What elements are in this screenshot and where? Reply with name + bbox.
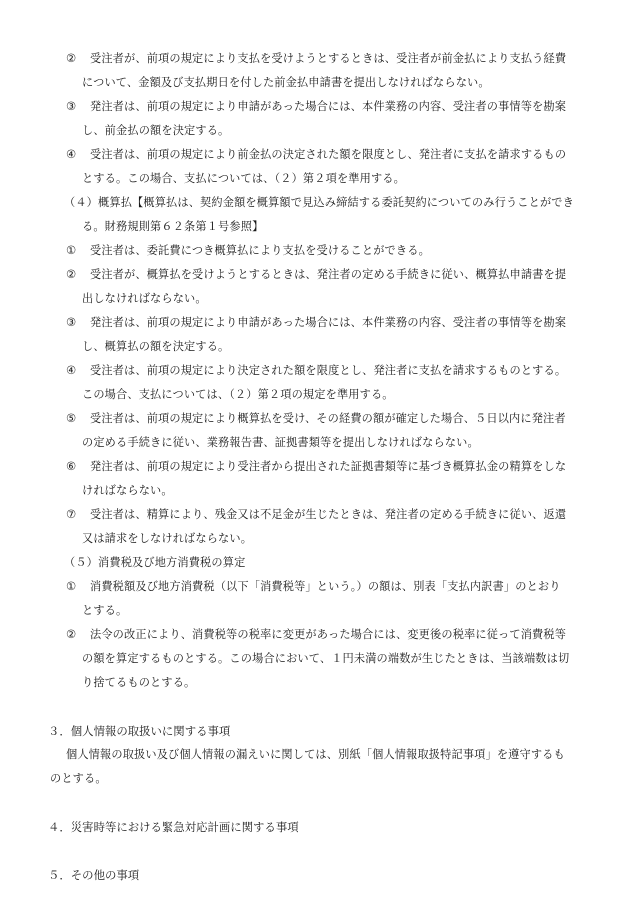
clause-line: この場合、支払については、（２）第２項の規定を準用する。 — [82, 388, 394, 401]
clause-number: ② — [66, 52, 77, 65]
clause-line: ② 受注者が、前項の規定により支払を受けようとするときは、受注者が前金払により支払う経費 — [66, 52, 567, 65]
clause-line: ③ 発注者は、前項の規定により申請があった場合には、本件業務の内容、受注者の事情等を勘案 — [66, 316, 567, 329]
subsection-heading: （５）消費税及び地方消費税の算定 — [64, 556, 246, 569]
clause-line: ければならない。 — [82, 484, 173, 497]
clause-line: ② 法令の改正により、消費税等の税率に変更があった場合には、変更後の税率に従って消費税等 — [66, 628, 567, 641]
clause-line: ⑥ 発注者は、前項の規定により受注者から提出された証拠書類等に基づき概算払金の精算をしな — [66, 460, 567, 473]
clause-line: ⑤ 受注者は、前項の規定により概算払を受け、その経費の額が確定した場合、５日以内に発注者 — [66, 412, 566, 425]
clause-line: し、前金払の額を決定する。 — [82, 124, 230, 137]
clause-line: 出しなければならない。 — [82, 292, 207, 305]
section-body: のとする。 — [50, 772, 107, 785]
clause-line: ② 受注者が、概算払を受けようとするときは、発注者の定める手続きに従い、概算払申請書を提 — [66, 268, 567, 281]
subsection-note: る。財務規則第６２条第１号参照】 — [82, 220, 264, 233]
section-body: 個人情報の取扱い及び個人情報の漏えいに関しては、別紙「個人情報取扱特記事項」を遵守するも — [66, 748, 565, 761]
section-heading: ４．災害時等における緊急対応計画に関する事項 — [48, 820, 299, 834]
clause-line: とする。この場合、支払については、（２）第２項を準用する。 — [82, 172, 405, 185]
clause-line: 又は請求をしなければならない。 — [82, 532, 253, 545]
section-heading: ５．その他の事項 — [48, 868, 140, 882]
clause-line: し、概算払の額を決定する。 — [82, 340, 230, 353]
clause-line: の額を算定するものとする。この場合において、１円未満の端数が生じたときは、当該端数は切 — [82, 652, 570, 665]
section-heading: ３．個人情報の取扱いに関する事項 — [48, 724, 231, 738]
clause-line: り捨てるものとする。 — [82, 676, 196, 689]
subsection-heading: （４）概算払【概算払は、契約金額を概算額で見込み締結する委託契約についてのみ行うことができ — [64, 196, 574, 209]
clause-line: ① 受注者は、委託費につき概算払により支払を受けることができる。 — [66, 244, 430, 257]
clause-line: ⑦ 受注者は、精算により、残金又は不足金が生じたときは、発注者の定める手続きに従い、返還 — [66, 508, 567, 521]
clause-line: の定める手続きに従い、業務報告書、証拠書類等を提出しなければならない。 — [82, 436, 479, 449]
clause-line: ④ 受注者は、前項の規定により前金払の決定された額を限度とし、発注者に支払を請求するもの — [66, 148, 567, 161]
clause-line: とする。 — [82, 604, 128, 617]
clause-line: ① 消費税額及び地方消費税（以下「消費税等」という。）の額は、別表「支払内訳書」のとおり — [66, 580, 561, 593]
clause-line: について、金額及び支払期日を付した前金払申請書を提出しなければならない。 — [82, 76, 490, 89]
clause-line: ③ 発注者は、前項の規定により申請があった場合には、本件業務の内容、受注者の事情等を勘案 — [66, 100, 567, 113]
clause-line: ④ 受注者は、前項の規定により決定された額を限度とし、発注者に支払を請求するものとする。 — [66, 364, 567, 377]
